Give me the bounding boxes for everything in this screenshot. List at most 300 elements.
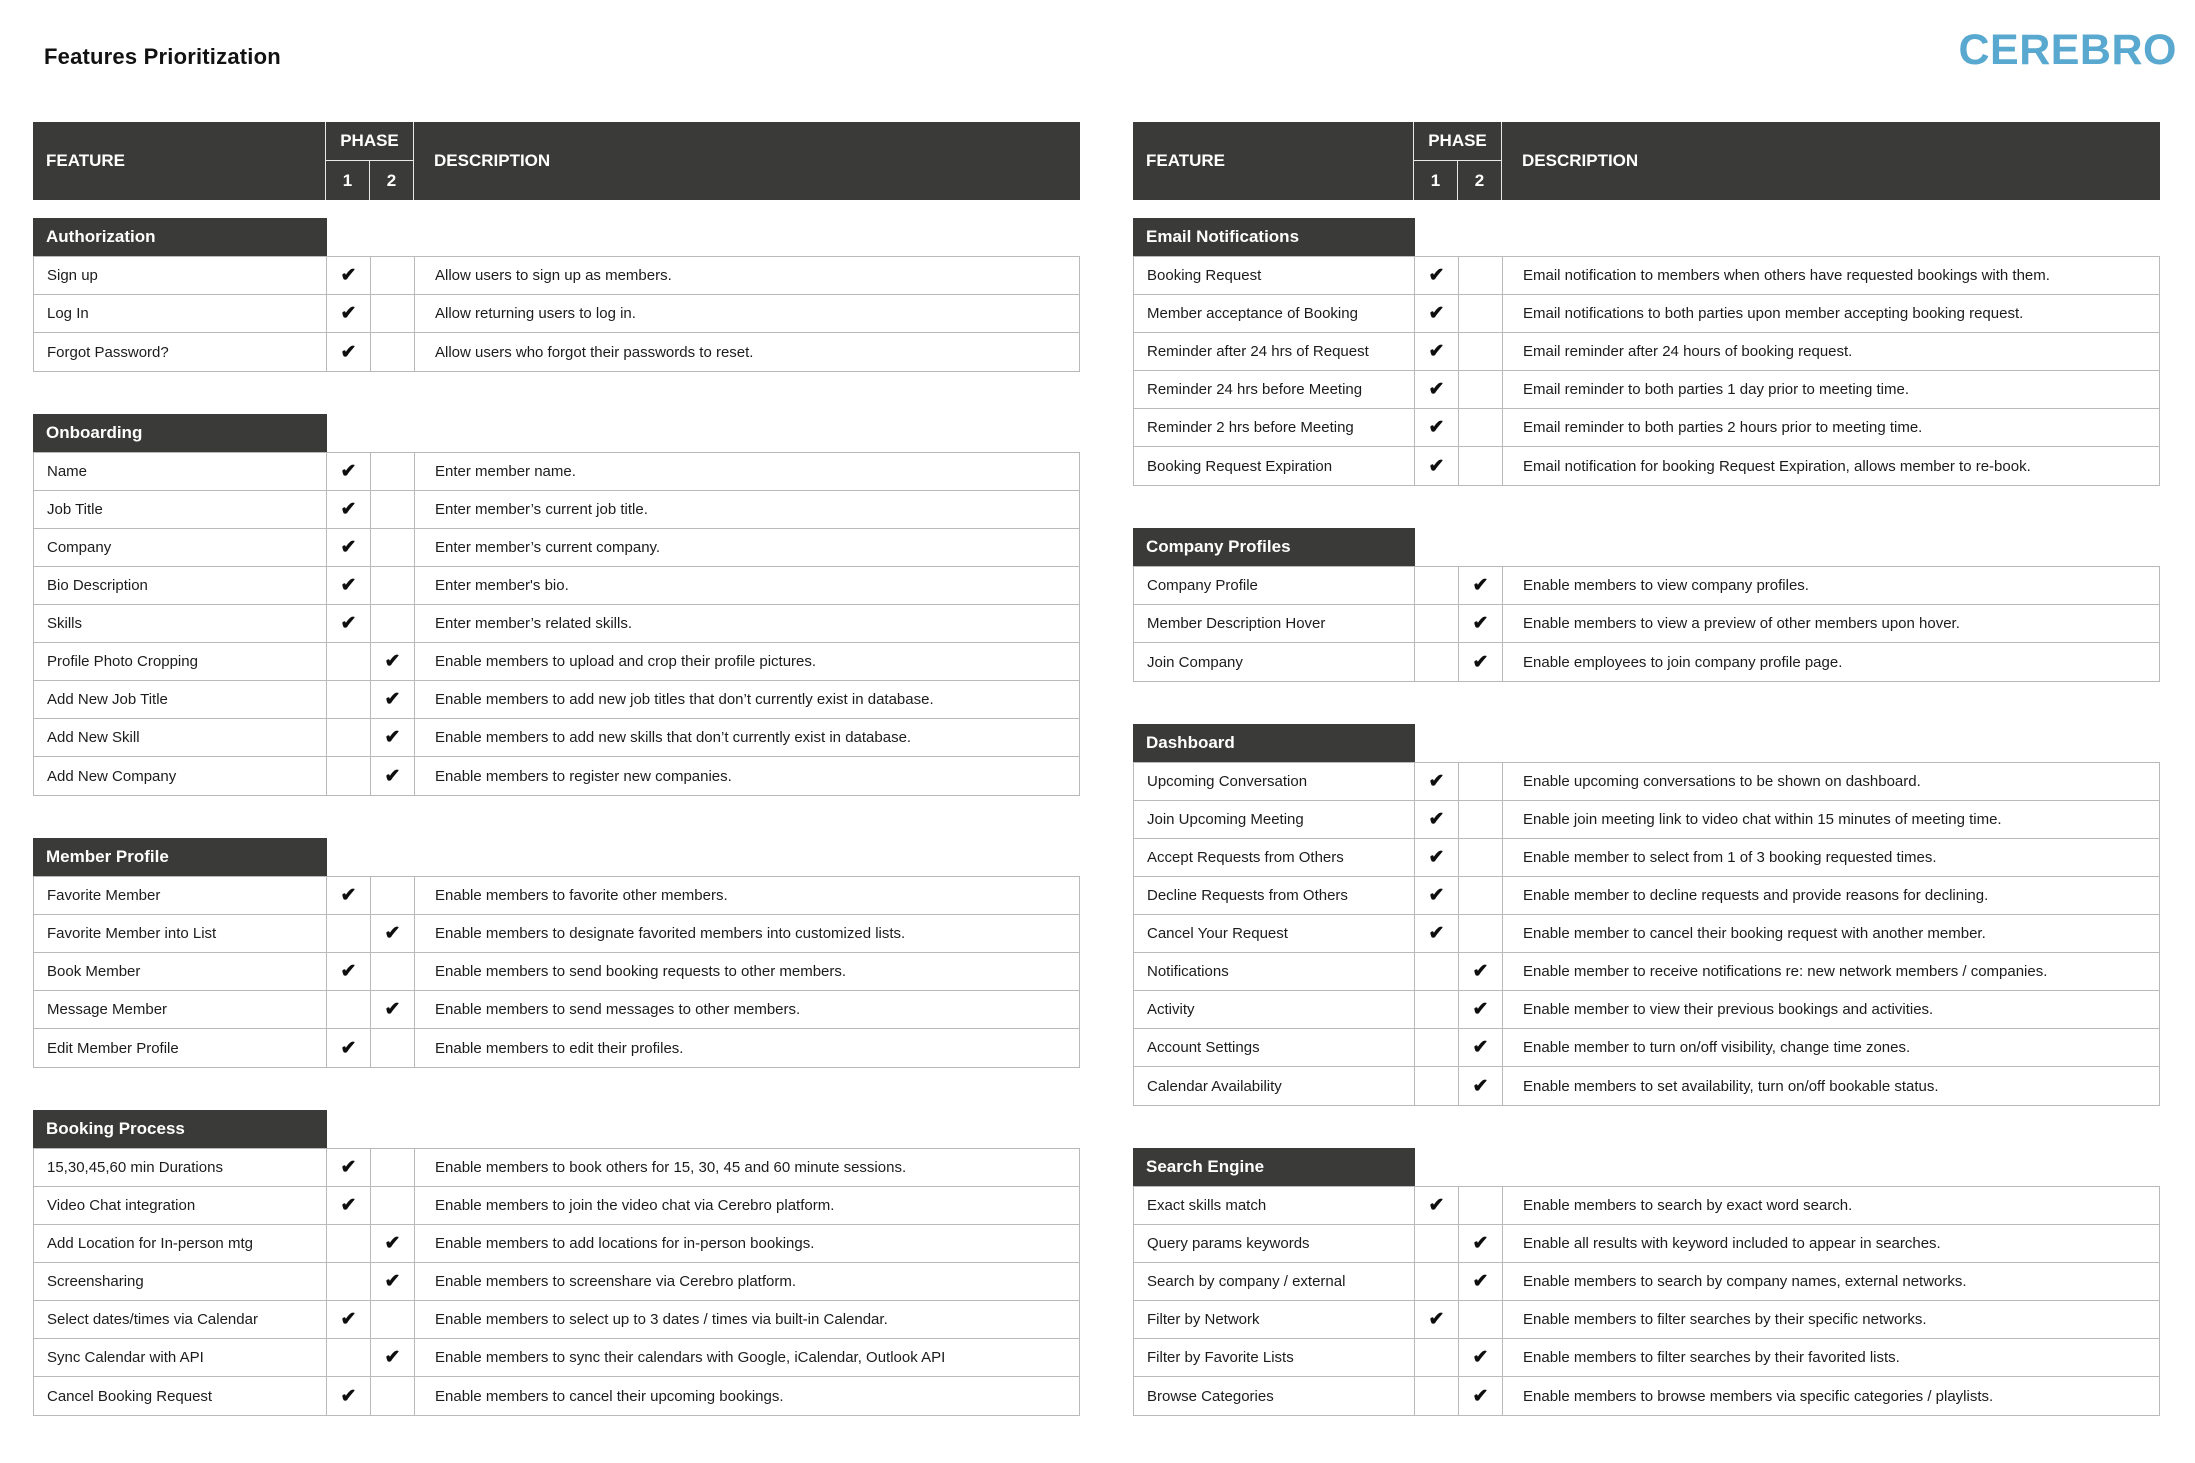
phase-1-cell <box>1415 447 1459 485</box>
checkmark-icon: ✔ <box>1472 613 1489 634</box>
phase-2-cell <box>1459 801 1503 838</box>
phase-2-cell <box>1459 605 1503 642</box>
feature-column-header: FEATURE <box>33 122 326 200</box>
section-member-profile <box>33 838 1080 1068</box>
checkmark-icon: ✔ <box>340 613 357 634</box>
section-title: Search Engine <box>1133 1148 1415 1186</box>
phase-2-cell <box>371 757 415 795</box>
feature-row <box>1134 409 2159 447</box>
phase-2-cell <box>371 953 415 990</box>
feature-description: Enable members to send booking requests to other members. <box>435 963 847 980</box>
feature-name: Query params keywords <box>1134 1225 1415 1262</box>
feature-row <box>1134 801 2159 839</box>
feature-row <box>34 1187 1079 1225</box>
feature-name: Company <box>34 529 327 566</box>
feature-row <box>34 1225 1079 1263</box>
feature-name: Filter by Network <box>1134 1301 1415 1338</box>
checkmark-icon: ✔ <box>340 885 357 906</box>
checkmark-icon: ✔ <box>384 765 401 787</box>
feature-name: Forgot Password? <box>34 333 327 371</box>
checkmark-icon: ✔ <box>1472 961 1489 982</box>
feature-name: Calendar Availability <box>1134 1067 1415 1105</box>
feature-row <box>1134 447 2159 485</box>
tables-container <box>33 122 2195 1416</box>
phase-1-cell <box>327 295 371 332</box>
feature-row <box>1134 991 2159 1029</box>
section-email-notifications <box>1133 218 2160 486</box>
feature-name: Name <box>34 453 327 490</box>
feature-name: Log In <box>34 295 327 332</box>
checkmark-icon: ✔ <box>1472 575 1489 596</box>
phase-subheaders <box>326 161 413 200</box>
checkmark-icon: ✔ <box>340 303 357 324</box>
section-booking-process <box>33 1110 1080 1416</box>
phase-2-cell <box>371 1339 415 1376</box>
phase-1-cell <box>327 1339 371 1376</box>
feature-name: Booking Request <box>1134 257 1415 294</box>
feature-name: Decline Requests from Others <box>1134 877 1415 914</box>
checkmark-icon: ✔ <box>384 1233 401 1254</box>
phase-2-cell <box>1459 295 1503 332</box>
feature-row <box>1134 333 2159 371</box>
feature-row <box>1134 1067 2159 1105</box>
section-rows <box>33 452 1080 796</box>
checkmark-icon: ✔ <box>1428 379 1445 400</box>
phase-1-cell <box>327 1225 371 1262</box>
table-left <box>33 122 1080 1416</box>
feature-description: Enable members to screenshare via Cerebro platform. <box>435 1273 796 1290</box>
section-rows <box>1133 256 2160 486</box>
phase-2-cell <box>371 1301 415 1338</box>
checkmark-icon: ✔ <box>340 341 357 363</box>
checkmark-icon: ✔ <box>1472 1271 1489 1292</box>
section-title: Authorization <box>33 218 327 256</box>
feature-row <box>1134 763 2159 801</box>
phase-2-label: 2 <box>1474 170 1485 190</box>
feature-description: Enter member’s current job title. <box>435 501 648 518</box>
feature-name: Edit Member Profile <box>34 1029 327 1067</box>
feature-name: Cancel Your Request <box>1134 915 1415 952</box>
phase-2-cell <box>371 257 415 294</box>
phase-2-cell <box>1459 915 1503 952</box>
feature-name: Cancel Booking Request <box>34 1377 327 1415</box>
feature-column-header: FEATURE <box>1133 122 1414 200</box>
checkmark-icon: ✔ <box>340 537 357 558</box>
phase-column-header <box>1414 122 1502 200</box>
phase-1-cell <box>327 453 371 490</box>
phase-2-cell <box>371 1377 415 1415</box>
checkmark-icon: ✔ <box>340 461 357 482</box>
feature-row <box>34 915 1079 953</box>
phase-1-cell <box>1415 839 1459 876</box>
feature-name: Member Description Hover <box>1134 605 1415 642</box>
feature-description: Enable members to search by company names, external networks. <box>1523 1273 1967 1290</box>
phase-1-cell <box>1415 567 1459 604</box>
section-authorization <box>33 218 1080 372</box>
feature-name: Add New Company <box>34 757 327 795</box>
feature-name: Account Settings <box>1134 1029 1415 1066</box>
feature-description: Enable members to set availability, turn on/off bookable status. <box>1523 1077 1939 1095</box>
phase-2-cell <box>1459 1029 1503 1066</box>
feature-name: Book Member <box>34 953 327 990</box>
feature-row <box>34 529 1079 567</box>
feature-row <box>34 643 1079 681</box>
feature-name: Browse Categories <box>1134 1377 1415 1415</box>
phase-1-cell <box>1415 333 1459 370</box>
phase-2-cell <box>1459 991 1503 1028</box>
section-title: Member Profile <box>33 838 327 876</box>
phase-1-cell <box>1415 1187 1459 1224</box>
feature-row <box>34 1301 1079 1339</box>
phase-2-cell <box>371 719 415 756</box>
checkmark-icon: ✔ <box>340 961 357 982</box>
feature-description: Allow users to sign up as members. <box>435 267 672 284</box>
section-search-engine <box>1133 1148 2160 1416</box>
feature-description: Email reminder after 24 hours of booking request. <box>1523 343 1853 360</box>
phase-1-cell <box>327 643 371 680</box>
phase-2-cell <box>371 1029 415 1067</box>
checkmark-icon: ✔ <box>1428 885 1445 906</box>
feature-name: Add Location for In-person mtg <box>34 1225 327 1262</box>
phase-1-cell <box>1415 257 1459 294</box>
description-column-header: DESCRIPTION <box>434 151 551 170</box>
feature-row <box>1134 953 2159 991</box>
phase-2-cell <box>371 877 415 914</box>
phase-2-cell <box>371 991 415 1028</box>
section-title: Dashboard <box>1133 724 1415 762</box>
feature-name: Join Upcoming Meeting <box>1134 801 1415 838</box>
feature-name: Accept Requests from Others <box>1134 839 1415 876</box>
feature-row <box>1134 1225 2159 1263</box>
phase-1-cell <box>327 567 371 604</box>
feature-description: Enable members to search by exact word search. <box>1523 1197 1853 1214</box>
phase-1-cell <box>1415 801 1459 838</box>
feature-description: Enable members to view a preview of other members upon hover. <box>1523 615 1960 632</box>
phase-1-cell <box>1415 915 1459 952</box>
feature-name: Upcoming Conversation <box>1134 763 1415 800</box>
feature-name: Favorite Member into List <box>34 915 327 952</box>
phase-2-cell <box>371 915 415 952</box>
feature-row <box>34 719 1079 757</box>
section-rows <box>33 1148 1080 1416</box>
phase-2-cell <box>371 643 415 680</box>
feature-row <box>34 567 1079 605</box>
phase-2-cell <box>1459 371 1503 408</box>
phase-2-cell <box>1459 953 1503 990</box>
feature-name: Message Member <box>34 991 327 1028</box>
feature-description: Enable members to send messages to other members. <box>435 1001 801 1018</box>
feature-row <box>34 757 1079 795</box>
feature-name: Bio Description <box>34 567 327 604</box>
checkmark-icon: ✔ <box>1428 455 1445 477</box>
checkmark-icon: ✔ <box>384 999 401 1020</box>
table-header-right <box>1133 122 2160 200</box>
feature-name: Notifications <box>1134 953 1415 990</box>
phase-2-cell <box>1459 1225 1503 1262</box>
phase-1-cell <box>327 719 371 756</box>
feature-row <box>34 877 1079 915</box>
phase-1-cell <box>1415 1339 1459 1376</box>
feature-row <box>34 1149 1079 1187</box>
feature-name: Sign up <box>34 257 327 294</box>
feature-row <box>34 491 1079 529</box>
feature-description: Enable members to register new companies. <box>435 767 732 785</box>
phase-1-label: 1 <box>1414 161 1458 200</box>
phase-2-cell <box>371 605 415 642</box>
checkmark-icon: ✔ <box>1428 1309 1445 1330</box>
feature-description: Enable members to cancel their upcoming bookings. <box>435 1387 784 1405</box>
feature-name: Member acceptance of Booking <box>1134 295 1415 332</box>
phase-1-cell <box>1415 1029 1459 1066</box>
phase-1-cell <box>327 953 371 990</box>
feature-row <box>1134 839 2159 877</box>
checkmark-icon: ✔ <box>340 575 357 596</box>
checkmark-icon: ✔ <box>1428 771 1445 792</box>
feature-name: Company Profile <box>1134 567 1415 604</box>
phase-2-cell <box>1459 567 1503 604</box>
description-column-header: DESCRIPTION <box>1522 151 1639 170</box>
page-title: Features Prioritization <box>44 44 281 69</box>
feature-description: Allow users who forgot their passwords to reset. <box>435 343 754 361</box>
phase-2-cell <box>1459 257 1503 294</box>
feature-row <box>34 605 1079 643</box>
feature-row <box>1134 877 2159 915</box>
feature-description: Enable member to view their previous bookings and activities. <box>1523 1001 1934 1018</box>
section-title: Onboarding <box>33 414 327 452</box>
checkmark-icon: ✔ <box>1428 923 1445 944</box>
feature-row <box>1134 1029 2159 1067</box>
feature-row <box>1134 1263 2159 1301</box>
feature-description: Enable members to favorite other members. <box>435 887 728 904</box>
section-rows <box>33 876 1080 1068</box>
phase-2-cell <box>1459 643 1503 681</box>
checkmark-icon: ✔ <box>384 923 401 944</box>
feature-row <box>1134 567 2159 605</box>
feature-description: Enable all results with keyword included to appear in searches. <box>1523 1235 1941 1252</box>
phase-1-cell <box>327 1263 371 1300</box>
phase-1-cell <box>1415 605 1459 642</box>
phase-2-cell <box>371 567 415 604</box>
phase-2-label: 2 <box>386 170 397 190</box>
phase-2-cell <box>371 1149 415 1186</box>
phase-2-cell <box>1459 1301 1503 1338</box>
checkmark-icon: ✔ <box>340 1157 357 1178</box>
feature-name: Reminder 24 hrs before Meeting <box>1134 371 1415 408</box>
checkmark-icon: ✔ <box>1472 1233 1489 1254</box>
phase-1-cell <box>1415 295 1459 332</box>
feature-description: Email reminder to both parties 2 hours prior to meeting time. <box>1523 419 1923 436</box>
phase-1-cell <box>327 1187 371 1224</box>
feature-description: Allow returning users to log in. <box>435 305 636 322</box>
section-title: Booking Process <box>33 1110 327 1148</box>
feature-row <box>1134 257 2159 295</box>
feature-description: Enable members to add new skills that don’t currently exist in database. <box>435 729 912 746</box>
feature-description: Enable members to edit their profiles. <box>435 1039 684 1057</box>
feature-row <box>34 681 1079 719</box>
phase-1-cell <box>1415 643 1459 681</box>
feature-description: Email notification for booking Request Expiration, allows member to re-book. <box>1523 457 2031 475</box>
checkmark-icon: ✔ <box>340 1195 357 1216</box>
feature-description: Enable join meeting link to video chat within 15 minutes of meeting time. <box>1523 811 2002 828</box>
phase-label: PHASE <box>1414 122 1501 161</box>
feature-row <box>1134 643 2159 681</box>
checkmark-icon: ✔ <box>1428 809 1445 830</box>
feature-name: Job Title <box>34 491 327 528</box>
table-right <box>1133 122 2160 1416</box>
phase-1-cell <box>1415 1301 1459 1338</box>
feature-row <box>34 1029 1079 1067</box>
feature-description: Enable upcoming conversations to be shown on dashboard. <box>1523 773 1921 790</box>
cerebro-logo: CEREBRO <box>1958 26 2177 74</box>
feature-description: Email notification to members when others have requested bookings with them. <box>1523 267 2050 284</box>
checkmark-icon: ✔ <box>384 1347 401 1368</box>
feature-row <box>34 991 1079 1029</box>
feature-name: Join Company <box>1134 643 1415 681</box>
feature-description: Enable members to sync their calendars with Google, iCalendar, Outlook API <box>435 1349 946 1366</box>
checkmark-icon: ✔ <box>1472 1037 1489 1058</box>
phase-1-cell <box>1415 953 1459 990</box>
feature-description: Enter member's bio. <box>435 577 569 594</box>
feature-name: Video Chat integration <box>34 1187 327 1224</box>
sections-right <box>1133 218 2160 1416</box>
checkmark-icon: ✔ <box>1472 651 1489 673</box>
feature-name: Search by company / external <box>1134 1263 1415 1300</box>
phase-2-cell <box>371 1225 415 1262</box>
phase-1-cell <box>327 757 371 795</box>
checkmark-icon: ✔ <box>340 1385 357 1407</box>
feature-description: Enable employees to join company profile page. <box>1523 653 1843 671</box>
checkmark-icon: ✔ <box>384 689 401 710</box>
feature-row <box>1134 605 2159 643</box>
checkmark-icon: ✔ <box>384 1271 401 1292</box>
checkmark-icon: ✔ <box>384 651 401 672</box>
feature-name: Screensharing <box>34 1263 327 1300</box>
checkmark-icon: ✔ <box>1428 341 1445 362</box>
phase-1-cell <box>1415 1067 1459 1105</box>
feature-description: Enable members to book others for 15, 30, 45 and 60 minute sessions. <box>435 1159 907 1176</box>
phase-label: PHASE <box>326 122 413 161</box>
feature-row <box>1134 295 2159 333</box>
checkmark-icon: ✔ <box>1472 1347 1489 1368</box>
table-header-left <box>33 122 1080 200</box>
phase-2-cell <box>371 681 415 718</box>
feature-row <box>34 953 1079 991</box>
feature-name: Skills <box>34 605 327 642</box>
phase-2-cell <box>1459 763 1503 800</box>
phase-1-cell <box>327 333 371 371</box>
phase-1-cell <box>327 491 371 528</box>
feature-description: Email reminder to both parties 1 day prior to meeting time. <box>1523 381 1910 398</box>
sections-left <box>33 218 1080 1416</box>
phase-1-cell <box>1415 763 1459 800</box>
checkmark-icon: ✔ <box>1428 265 1445 286</box>
phase-2-cell <box>1459 1377 1503 1415</box>
feature-description: Enter member name. <box>435 463 576 480</box>
phase-1-cell <box>327 529 371 566</box>
phase-2-cell <box>1459 447 1503 485</box>
section-rows <box>33 256 1080 372</box>
phase-2-cell <box>1459 877 1503 914</box>
feature-row <box>34 295 1079 333</box>
section-rows <box>1133 762 2160 1106</box>
checkmark-icon: ✔ <box>1472 1075 1489 1097</box>
feature-name: Add New Skill <box>34 719 327 756</box>
section-rows <box>1133 1186 2160 1416</box>
phase-2-cell <box>1459 1187 1503 1224</box>
phase-2-cell <box>371 295 415 332</box>
checkmark-icon: ✔ <box>1428 417 1445 438</box>
feature-name: Select dates/times via Calendar <box>34 1301 327 1338</box>
feature-name: Favorite Member <box>34 877 327 914</box>
feature-description: Enable member to decline requests and provide reasons for declining. <box>1523 887 1989 904</box>
phase-1-cell <box>327 915 371 952</box>
feature-row <box>34 333 1079 371</box>
feature-description: Enable member to cancel their booking request with another member. <box>1523 925 1986 942</box>
checkmark-icon: ✔ <box>1472 1385 1489 1407</box>
phase-2-cell <box>371 1187 415 1224</box>
phase-1-cell <box>327 1377 371 1415</box>
feature-name: Exact skills match <box>1134 1187 1415 1224</box>
phase-1-cell <box>1415 991 1459 1028</box>
phase-1-cell <box>327 605 371 642</box>
feature-name: Sync Calendar with API <box>34 1339 327 1376</box>
feature-row <box>34 257 1079 295</box>
phase-1-cell <box>1415 1377 1459 1415</box>
phase-2-cell <box>371 1263 415 1300</box>
checkmark-icon: ✔ <box>1428 1195 1445 1216</box>
feature-description: Enable members to view company profiles. <box>1523 577 1809 594</box>
feature-row <box>1134 1187 2159 1225</box>
feature-description: Enable members to join the video chat via Cerebro platform. <box>435 1197 835 1214</box>
phase-1-cell <box>1415 1263 1459 1300</box>
feature-description: Enable members to add locations for in-person bookings. <box>435 1235 815 1252</box>
phase-column-header <box>326 122 414 200</box>
feature-name: Reminder 2 hrs before Meeting <box>1134 409 1415 446</box>
feature-row <box>1134 1339 2159 1377</box>
feature-description: Enable members to filter searches by their specific networks. <box>1523 1311 1927 1328</box>
checkmark-icon: ✔ <box>384 727 401 748</box>
checkmark-icon: ✔ <box>1428 847 1445 868</box>
section-company-profiles <box>1133 528 2160 682</box>
checkmark-icon: ✔ <box>1472 999 1489 1020</box>
feature-name: Filter by Favorite Lists <box>1134 1339 1415 1376</box>
phase-1-cell <box>327 991 371 1028</box>
feature-row <box>34 1339 1079 1377</box>
feature-row <box>34 1377 1079 1415</box>
phase-1-cell <box>327 1029 371 1067</box>
section-onboarding <box>33 414 1080 796</box>
phase-1-cell <box>1415 409 1459 446</box>
feature-name: Add New Job Title <box>34 681 327 718</box>
feature-description: Enter member’s current company. <box>435 539 661 556</box>
checkmark-icon: ✔ <box>1428 303 1445 324</box>
phase-1-cell <box>1415 1225 1459 1262</box>
phase-2-cell <box>1459 1263 1503 1300</box>
phase-1-cell <box>327 1301 371 1338</box>
feature-row <box>1134 915 2159 953</box>
feature-description: Enable members to select up to 3 dates / times via built-in Calendar. <box>435 1311 888 1328</box>
section-rows <box>1133 566 2160 682</box>
feature-description: Enable member to select from 1 of 3 booking requested times. <box>1523 849 1937 866</box>
feature-description: Enable members to designate favorited members into customized lists. <box>435 925 906 942</box>
phase-1-cell <box>1415 877 1459 914</box>
phase-2-cell <box>371 491 415 528</box>
feature-row <box>1134 1301 2159 1339</box>
phase-2-cell <box>1459 409 1503 446</box>
phase-1-cell <box>327 877 371 914</box>
phase-2-cell <box>371 529 415 566</box>
feature-row <box>1134 371 2159 409</box>
